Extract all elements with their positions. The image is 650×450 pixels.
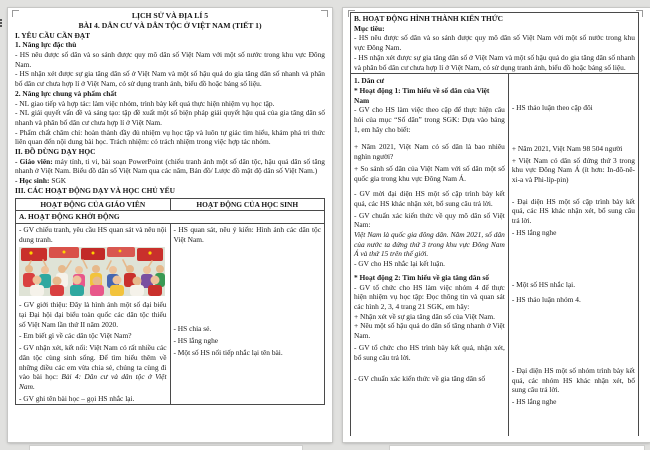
paragraph: - HS quan sát, nêu ý kiến: Hình ảnh các dân tộc Việt Nam. xyxy=(173,224,321,244)
paragraph: - HS chia sẻ. xyxy=(173,324,212,334)
paragraph: - NL giải quyết vấn đề và sáng tạo: tập đề xuất một số biện pháp giải quyết hậu quả của gia tăng dân số nhanh và phân bố dân cư chưa hợp lí ở Việt Nam. xyxy=(15,108,325,127)
activities-table xyxy=(15,198,325,406)
column-header-student: HOẠT ĐỘNG CỦA HỌC SINH xyxy=(170,198,325,211)
page-title: LỊCH SỬ VÀ ĐỊA LÍ 5 xyxy=(131,11,209,20)
activity-1-heading: * Hoạt động 1: Tìm hiểu về số dân của Việt Nam xyxy=(354,85,490,105)
next-page-edge xyxy=(30,446,302,450)
paragraph: - GV chiếu tranh, yêu cầu HS quan sát và nêu nội dung tranh. xyxy=(19,224,167,244)
lesson-title: BÀI 4. DÂN CƯ VÀ DÂN TỘC Ở VIỆT NAM (TIẾT 1) xyxy=(78,20,262,30)
teacher-label: - Giáo viên: xyxy=(15,156,53,166)
conclusion-italic: Việt Nam là quốc gia đông dân. Năm 2021, số dân của nước ta đứng thứ 3 trong khu vực Đông Nam Á và thứ 15 trên thế giới. xyxy=(354,230,505,259)
column-header-teacher: HOẠT ĐỘNG CỦA GIÁO VIÊN xyxy=(16,198,171,211)
paragraph: - HS nhận xét được sự gia tăng dân số ở Việt Nam và một số hậu quả do gia tăng dân số nhanh và phân bố dân cư chưa hợp lí ở Việt Nam, có sử dụng tranh ảnh, biểu đồ hoặc bảng số liệu. xyxy=(354,52,635,72)
lesson-name-italic: Bài 4: Dân cư và dân tộc ở Việt Nam. xyxy=(19,372,167,391)
heading-requirements: I. YÊU CẦU CẦN ĐẠT xyxy=(15,30,91,40)
next-page-edge xyxy=(390,446,644,450)
paragraph: - HS lắng nghe xyxy=(173,336,219,346)
paragraph: + Nhận xét về sự gia tăng dân số của Việt Nam. xyxy=(354,311,495,321)
document-page-left[interactable] xyxy=(8,8,332,442)
knowledge-formation-header-cell xyxy=(350,12,639,74)
crop-mark-icon xyxy=(321,10,328,17)
section-warmup: A. HOẠT ĐỘNG KHỞI ĐỘNG xyxy=(16,211,325,224)
teacher-activity-cell xyxy=(16,223,171,404)
objectives-label: Mục tiêu: xyxy=(354,23,385,33)
paragraph: - HS thảo luận nhóm 4. xyxy=(511,295,581,305)
paragraph: - HS lắng nghe xyxy=(511,397,557,407)
paragraph: - Đại diện HS một số nhóm trình bày kết quả, các nhóm HS khác nhận xét, bổ sung câu trả lời. xyxy=(511,365,635,395)
paragraph: + Năm 2021, Việt Nam có số dân là bao nhiêu nghìn người? xyxy=(354,142,505,162)
paragraph: - HS thảo luận theo cặp đôi xyxy=(511,103,593,113)
paragraph: + Nêu một số hậu quả do dân số tăng nhanh ở Việt Nam. xyxy=(354,321,505,341)
ethnic-groups-crowd-photo xyxy=(19,247,165,296)
paragraph: + So sánh số dân của Việt Nam với số dân một số quốc gia trong khu vực Đông Nam Á. xyxy=(354,163,505,183)
student-label: - Học sinh: xyxy=(15,176,50,186)
paragraph xyxy=(19,343,167,392)
edge-handle-dots xyxy=(0,18,3,28)
paragraph-student-aids xyxy=(15,176,325,186)
paragraph: - HS nêu được số dân và so sánh được quy mô dân số Việt Nam với một số nước trong khu vực Đông Nam. xyxy=(354,33,635,53)
paragraph: - GV chuẩn xác kiến thức về quy mô dân số Việt Nam: xyxy=(354,210,505,230)
student-activity-cell xyxy=(170,223,325,404)
section-b-heading: B. HOẠT ĐỘNG HÌNH THÀNH KIẾN THỨC xyxy=(354,14,503,23)
paragraph: - GV cho HS nhắc lại kết luận. xyxy=(354,259,445,269)
student-aids-text: SGK xyxy=(49,176,67,186)
heading-activities: III. CÁC HOẠT ĐỘNG DẠY VÀ HỌC CHỦ YẾU xyxy=(15,185,175,195)
paragraph: - Em biết gì về các dân tộc Việt Nam? xyxy=(19,331,132,341)
heading-competency-general: 2. Năng lực chung và phẩm chất xyxy=(15,88,117,98)
paragraph: - Một số HS nhắc lại. xyxy=(511,279,576,289)
paragraph: - GV cho HS làm việc theo cặp để thực hiện câu hỏi của mục “Số dân” trong SGK: Dựa vào bảng 1, em hãy cho biết: xyxy=(354,105,505,134)
paragraph: + Việt Nam có dân số đứng thứ 3 trong khu vực Đông Nam Á (ít hơn: In-đô-nê-xi-a và Phi-líp-pin) xyxy=(511,155,635,185)
paragraph: - Một số HS nối tiếp nhắc lại tên bài. xyxy=(173,347,283,357)
activity-2-heading: * Hoạt động 2: Tìm hiểu về gia tăng dân số xyxy=(354,272,489,282)
paragraph: - HS lắng nghe xyxy=(511,227,557,237)
paragraph: - Đại diện HS một số cặp trình bày kết quả, các HS khác nhận xét, bổ sung câu trả lời. xyxy=(511,196,635,226)
paragraph: - GV ghi tên bài học – gọi HS nhắc lại. xyxy=(19,393,135,403)
paragraph: - HS nhận xét được sự gia tăng dân số ở Việt Nam và một số hậu quả do gia tăng dân số nhanh và phân bố dân cư chưa hợp lí ở Việt Nam, có sử dụng tranh ảnh, biểu đồ hoặc bảng số liệu. xyxy=(15,69,325,89)
heading-competency-specific: 1. Năng lực đặc thù xyxy=(15,40,77,50)
paragraph: - GV giới thiệu: Đây là hình ảnh một số đại biểu tại Đại hội đại biểu toàn quốc các dân tộc thiểu số Việt Nam lần thứ II năm 2020. xyxy=(19,300,167,329)
heading-teaching-aids: II. ĐỒ DÙNG DẠY HỌC xyxy=(15,147,96,157)
paragraph: - GV tổ chức cho HS trình bày kết quả, nhận xét, bổ sung câu trả lời. xyxy=(354,342,505,362)
paragraph-teacher-aids xyxy=(15,157,325,176)
document-page-right[interactable] xyxy=(343,8,650,442)
teacher-aids-text: máy tính, ti vi, bài soạn PowerPoint (chiếu tranh ảnh một số dân tộc, hậu quả dân số tăng nhanh ở Việt Nam. Biểu đồ dân số Việt Nam qua các năm, Bản đồ/ Lược đồ mật độ dân số Việt Nam.) xyxy=(15,156,325,176)
paragraph-text: - GV nhận xét, kết nối: Việt Nam có rất nhiều các dân tộc cùng sinh sống. Để tìm hiểu thêm về những điều các em vừa chia sẻ, chúng ta cùng đi vào bài học: xyxy=(19,343,167,382)
crop-mark-icon xyxy=(12,10,19,17)
paragraph: - NL giao tiếp và hợp tác: làm việc nhóm, trình bày kết quả thực hiện nhiệm vụ học tập. xyxy=(15,98,275,108)
paragraph: - Phẩm chất chăm chỉ: hoàn thành đầy đủ nhiệm vụ học tập và luôn tự giác tìm hiểu, khám phá tri thức liên quan đến nội dung bài học. Trách nhiệm: có trách nhiệm trong việc hợp tác nhóm. xyxy=(15,127,325,147)
paragraph: - GV tổ chức cho HS làm việc nhóm 4 để thực hiện nhiệm vụ học tập: Đọc thông tin và quan sát các hình 2, 3, 4 trang 21 SGK, em hãy: xyxy=(354,282,505,311)
paragraph: - GV chuẩn xác kiến thức về gia tăng dân số xyxy=(354,374,486,384)
paragraph: - GV mời đại diện HS một số cặp trình bày kết quả, các HS khác nhận xét, bổ sung câu trả lời. xyxy=(354,189,505,208)
paragraph: + Năm 2021, Việt Nam 98 504 người xyxy=(511,143,623,153)
paragraph: - HS nêu được số dân và so sánh được quy mô dân số Việt Nam với một số nước trong khu vực Đông Nam. xyxy=(15,50,325,69)
teacher-activity-cell xyxy=(351,74,509,436)
subsection-population: 1. Dân cư xyxy=(354,76,385,86)
student-activity-cell xyxy=(509,74,638,436)
